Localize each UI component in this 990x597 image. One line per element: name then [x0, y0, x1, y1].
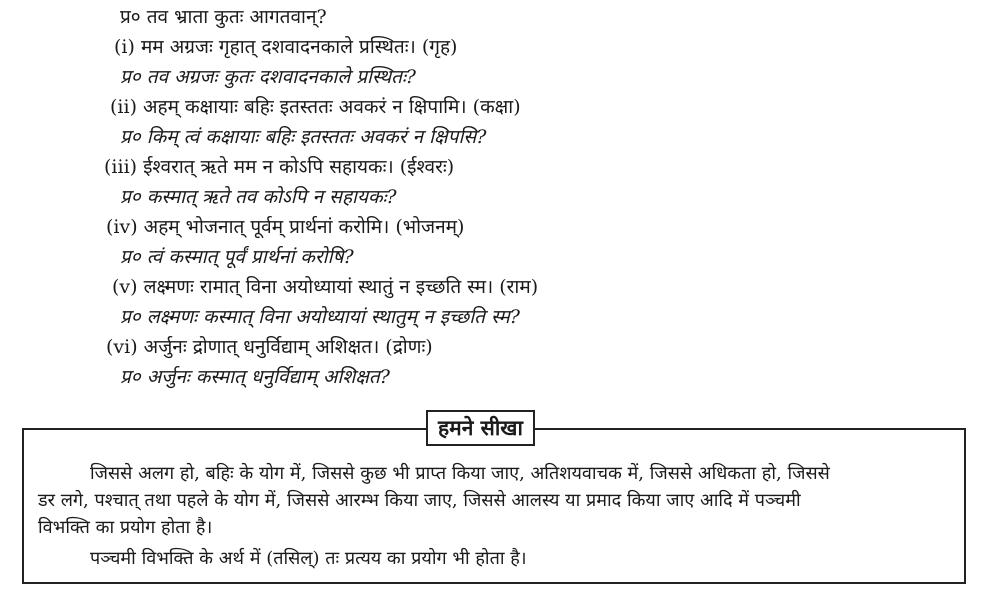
answer-line: (iv) अहम् भोजनात् पूर्वम् प्रार्थनां करोमि। (भोजनम्): [106, 216, 465, 238]
answer-line: (vi) अर्जुनः द्रोणात् धनुर्विद्याम् अशिक्षत। (द्रोणः): [106, 336, 433, 358]
summary-box-title: हमने सीखा: [426, 410, 535, 446]
question-line: प्र० कस्मात् ऋते तव कोऽपि न सहायकः?: [120, 186, 397, 208]
summary-paragraph-line: पञ्चमी विभक्ति के अर्थ में (तसिल्) तः प्रत्यय का प्रयोग भी होता है।: [90, 548, 527, 569]
answer-line: (ii) अहम् कक्षायाः बहिः इतस्ततः अवकरं न क्षिपामि। (कक्षा): [110, 96, 521, 118]
question-line: प्र० अर्जुनः कस्मात् धनुर्विद्याम् अशिक्षत?: [120, 366, 390, 388]
answer-line: (v) लक्ष्मणः रामात् विना अयोध्यायां स्थातुं न इच्छति स्म। (राम): [112, 276, 539, 298]
question-line: प्र० किम् त्वं कक्षायाः बहिः इतस्ततः अवकरं न क्षिपसि?: [120, 126, 487, 148]
answer-line: (iii) ईश्वरात् ऋते मम न कोऽपि सहायकः। (ईश्वरः): [104, 156, 455, 178]
question-line: प्र० त्वं कस्मात् पूर्वं प्रार्थनां करोषि?: [120, 246, 354, 268]
summary-paragraph-line: जिससे अलग हो, बहिः के योग में, जिससे कुछ भी प्राप्त किया जाए, अतिशयवाचक में, जिससे अधिकता हो, जिससे: [90, 463, 830, 484]
question-line: प्र० तव भ्राता कुतः आगतवान्?: [120, 6, 327, 28]
question-line: प्र० लक्ष्मणः कस्मात् विना अयोध्यायां स्थातुम् न इच्छति स्म?: [120, 306, 520, 328]
answer-line: (i) मम अग्रजः गृहात् दशवादनकाले प्रस्थितः। (गृह): [114, 36, 458, 58]
summary-paragraph-line: डर लगे, पश्चात् तथा पहले के योग में, जिससे आरम्भ किया जाए, जिससे आलस्य या प्रमाद किया जाए आदि में पञ्चमी: [38, 490, 801, 511]
summary-paragraph-line: विभक्ति का प्रयोग होता है।: [38, 517, 213, 538]
question-line: प्र० तव अग्रजः कुतः दशवादनकाले प्रस्थितः?: [120, 66, 416, 88]
